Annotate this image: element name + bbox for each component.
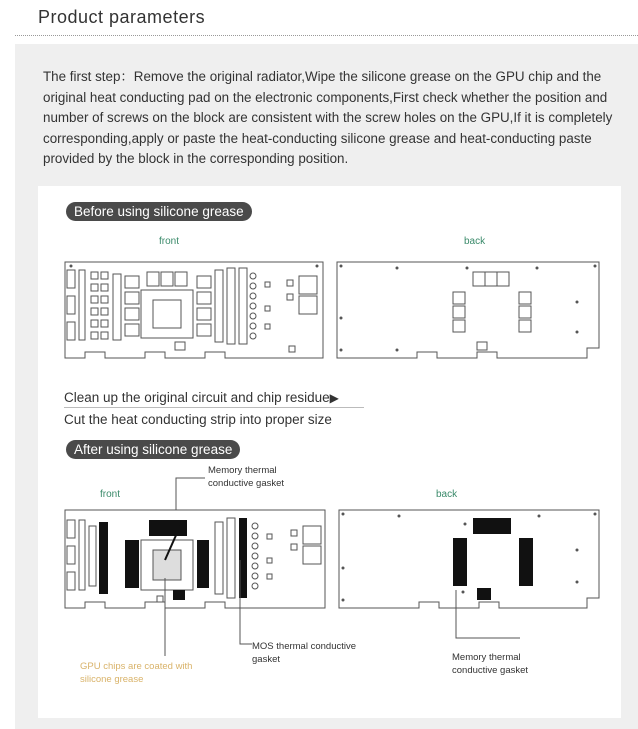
memory-front-note: Memory thermal conductive gasket [208,465,285,489]
before-label: Before using silicone grease [66,202,252,221]
after-label: After using silicone grease [66,440,240,459]
intro-paragraph: The first step：Remove the original radiator,Wipe the silicone grease on the GPU chip and the original heat conducting pad on the electronic components,First check whether the position and number of screws on the block are consistent with the screw holes on the GPU,If it is completely corresponding,apply or paste the heat-conducting silicone grease and heat-conducting paste provided by the block in the corresponding position. [43,69,613,166]
step-2-text: Cut the heat conducting strip into proper size [64,412,332,427]
step-1-text: Clean up the original circuit and chip residue▶ [64,390,339,405]
gpu-note: GPU chips are coated with silicone grease [80,661,193,685]
memory-back-note: Memory thermal conductive gasket [452,652,529,676]
mos-note: MOS thermal conductive gasket [252,641,357,665]
page-title: Product parameters [38,7,206,27]
after-back-label: back [436,489,458,500]
before-back-label: back [464,236,486,247]
after-front-label: front [100,489,121,500]
play-arrow-icon: ▶ [329,391,339,405]
before-front-label: front [159,236,180,247]
